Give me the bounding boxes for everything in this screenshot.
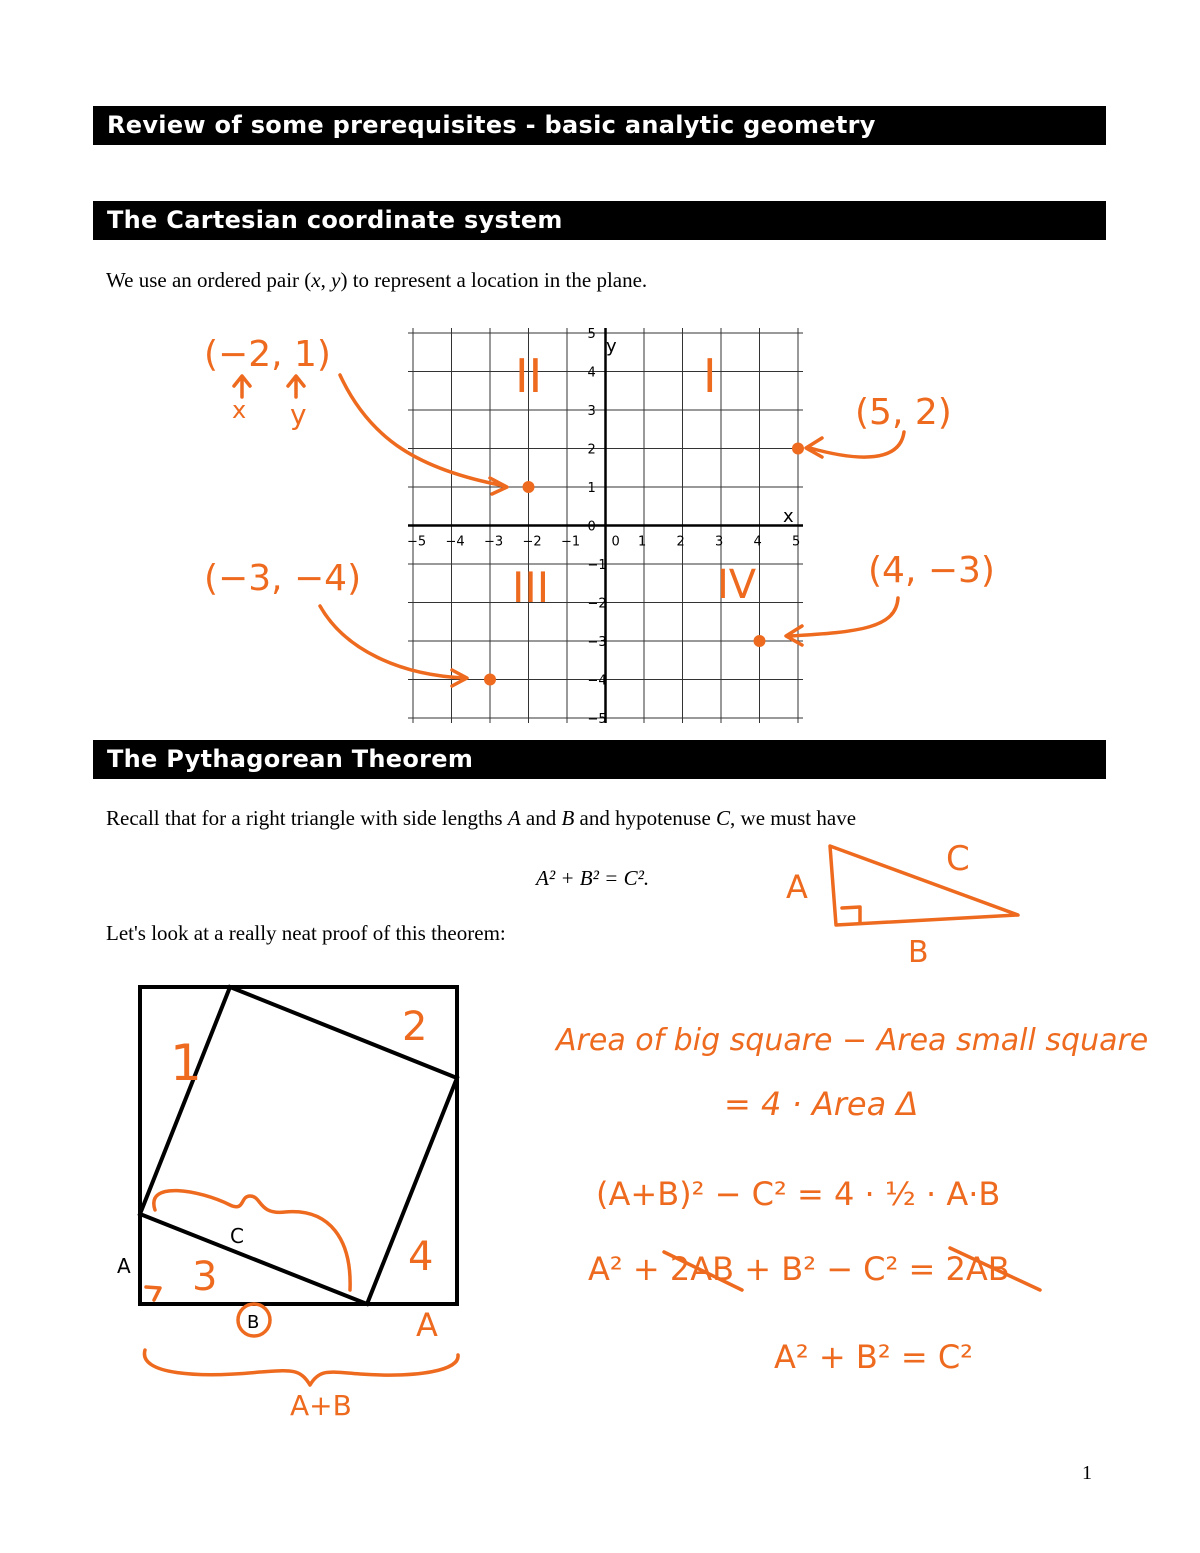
circle-around-b bbox=[238, 1304, 270, 1336]
note-line-1: Area of big square − Area small square bbox=[556, 1023, 1149, 1058]
cartesian-section-title: The Cartesian coordinate system bbox=[93, 201, 1106, 240]
y-tick-label: 4 bbox=[587, 365, 596, 381]
x-tick-label: −4 bbox=[445, 534, 465, 550]
strike-2ab-left bbox=[664, 1252, 742, 1290]
y-tick-label: −1 bbox=[587, 558, 607, 573]
pythagorean-formula: A² + B² = C². bbox=[536, 866, 650, 890]
x-tick-label: 2 bbox=[676, 534, 685, 550]
y-tick-label: 3 bbox=[587, 404, 596, 419]
quadrant-iii-label: III bbox=[512, 563, 550, 612]
pythagorean-recall: Recall that for a right triangle with side lengths A and B and hypotenuse C, we must have bbox=[106, 806, 857, 830]
note-line-4: A² + 2AB + B² − C² = 2AB bbox=[588, 1250, 1010, 1288]
y-tick-label: 0 bbox=[587, 519, 596, 535]
point-label-neg2-1: (−2, 1) bbox=[204, 334, 331, 375]
triangle-label-a: A bbox=[786, 868, 808, 906]
quadrant-iv-label: IV bbox=[717, 562, 757, 608]
triangle-label-c: C bbox=[946, 839, 970, 879]
quadrant-ii-label: II bbox=[515, 349, 543, 403]
arrow-up-icon bbox=[288, 376, 304, 397]
right-angle-mark bbox=[842, 907, 860, 923]
inner-square bbox=[140, 987, 457, 1304]
arrow-to-4-neg3 bbox=[786, 598, 898, 645]
arrow-up-icon bbox=[234, 376, 250, 397]
plotted-point bbox=[754, 635, 766, 647]
point-label-neg3-neg4: (−3, −4) bbox=[204, 558, 362, 599]
x-axis-label: x bbox=[783, 506, 794, 527]
triangle-number-4: 4 bbox=[408, 1234, 434, 1280]
point-label-5-2: (5, 2) bbox=[855, 392, 952, 433]
note-line-3: (A+B)² − C² = 4 · ½ · A·B bbox=[596, 1175, 1001, 1213]
tick-labels bbox=[407, 327, 800, 727]
x-tick-label: 3 bbox=[715, 534, 724, 550]
x-tick-label: 0 bbox=[611, 534, 620, 550]
main-title: Review of some prerequisites - basic analytic geometry bbox=[93, 106, 1106, 145]
triangle-number-1: 1 bbox=[170, 1034, 202, 1092]
plotted-point bbox=[523, 481, 535, 493]
label-a-plus-b: A+B bbox=[290, 1389, 352, 1422]
x-tick-label: −2 bbox=[522, 534, 542, 550]
x-tick-label: −1 bbox=[561, 534, 581, 550]
coordinate-plane bbox=[0, 0, 1200, 740]
plotted-point bbox=[484, 674, 496, 686]
note-x: x bbox=[232, 396, 247, 424]
x-tick-label: −3 bbox=[484, 534, 504, 550]
triangle-label-b: B bbox=[908, 935, 929, 970]
note-line-2: = 4 · Area Δ bbox=[724, 1085, 919, 1123]
tick-mark bbox=[146, 1287, 160, 1300]
quadrant-i-label: I bbox=[703, 349, 717, 403]
triangle-sketch bbox=[830, 846, 1018, 925]
big-square bbox=[140, 987, 457, 1304]
triangle-number-3: 3 bbox=[192, 1254, 218, 1300]
y-tick-label: −3 bbox=[587, 635, 607, 650]
note-y: y bbox=[290, 398, 307, 431]
cartesian-intro: We use an ordered pair (x, y) to represent a location in the plane. bbox=[106, 268, 648, 292]
inner-side-label-c: C bbox=[230, 1224, 244, 1248]
arrow-to-neg2-1 bbox=[340, 375, 507, 494]
right-label-a: A bbox=[416, 1306, 438, 1344]
proof-intro: Let's look at a really neat proof of this theorem: bbox=[106, 921, 506, 945]
x-tick-label: 1 bbox=[638, 534, 647, 550]
grid bbox=[408, 328, 803, 723]
x-tick-label: 4 bbox=[753, 534, 762, 550]
x-tick-label: −5 bbox=[407, 534, 427, 550]
pythagorean-section-title: The Pythagorean Theorem bbox=[93, 740, 1106, 779]
arrow-to-5-2 bbox=[806, 432, 904, 457]
y-tick-label: −2 bbox=[587, 596, 607, 612]
y-tick-label: 1 bbox=[587, 481, 596, 496]
left-side-label-a: A bbox=[117, 1254, 131, 1278]
brace-a-plus-b bbox=[144, 1350, 458, 1385]
y-tick-label: −4 bbox=[587, 673, 607, 689]
brace-c bbox=[154, 1191, 350, 1290]
arrow-to-neg3-neg4 bbox=[320, 606, 467, 686]
plotted-point bbox=[792, 443, 804, 455]
note-line-5: A² + B² = C² bbox=[774, 1338, 973, 1376]
strike-2ab-right bbox=[950, 1248, 1040, 1290]
y-tick-label: 5 bbox=[587, 327, 596, 342]
y-axis-label: y bbox=[606, 336, 617, 357]
y-tick-label: 2 bbox=[587, 442, 596, 458]
x-tick-label: 5 bbox=[792, 534, 801, 550]
triangle-number-2: 2 bbox=[402, 1004, 428, 1050]
point-label-4-neg3: (4, −3) bbox=[868, 550, 995, 591]
y-tick-label: −5 bbox=[587, 712, 607, 727]
bottom-side-label-b: B bbox=[247, 1312, 260, 1333]
page-number: 1 bbox=[1082, 1462, 1092, 1484]
